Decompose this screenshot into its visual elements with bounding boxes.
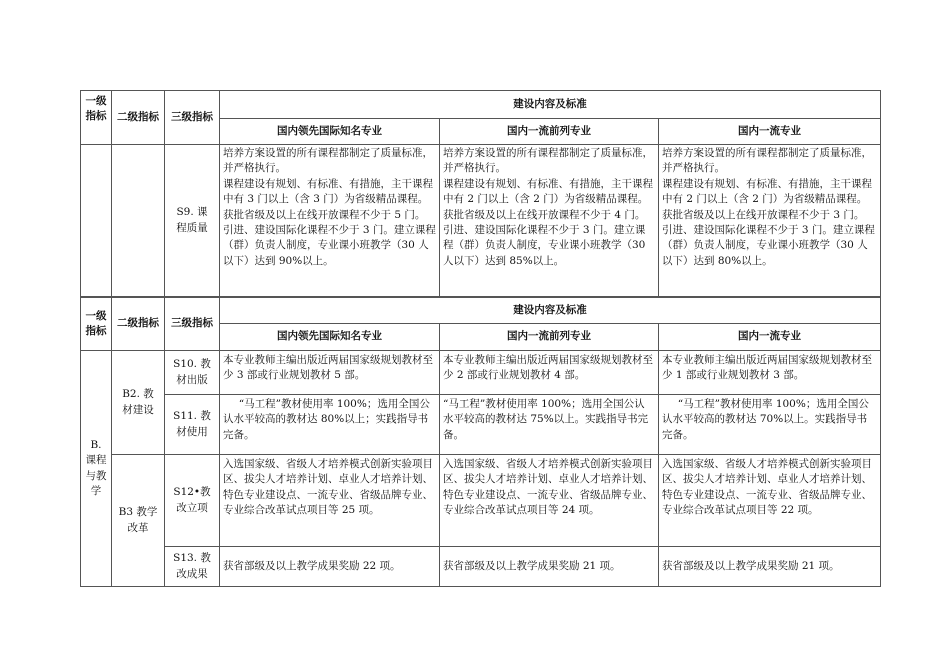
s12-standard-a: 入选国家级、省级人才培养模式创新实验项目区、拔尖人才培养计划、卓业人才培养计划、特色专业建设点、一流专业、省级品牌专业、专业综合改革试点项目等 25 项。	[220, 455, 440, 547]
s10-standard-c: 本专业教师主编出版近两届国家级规划教材至少 1 部或行业规划教材 3 部。	[659, 351, 881, 395]
s12-label: S12•教改立项	[165, 455, 220, 547]
s10-standard-a: 本专业教师主编出版近两届国家级规划教材至少 3 部或行业规划教材 5 部。	[220, 351, 440, 395]
header-level3: 三级指标	[165, 91, 220, 145]
s10-label: S10. 教材出版	[165, 351, 220, 395]
header-col-a: 国内领先国际知名专业	[220, 119, 440, 145]
s13-standard-b: 获省部级及以上教学成果奖励 21 项。	[440, 547, 659, 587]
level2-cell-empty	[112, 145, 165, 297]
s10-standard-b: 本专业教师主编出版近两届国家级规划教材至少 2 部或行业规划教材 4 部。	[440, 351, 659, 395]
s13-standard-a: 获省部级及以上教学成果奖励 22 项。	[220, 547, 440, 587]
standards-table-top	[80, 90, 881, 297]
s9-standard-c: 培养方案设置的所有课程都制定了质量标准，并严格执行。 课程建设有规划、有标准、有措施，主干课程中有 2 门以上（含 2 门）为省级精品课程。获批省级及以上在线开放课程不少于 3 门。 引进、建设国际化课程不少于 3 门。建立课程（群）负责人制度，专业课小班教学（30 人以下）达到 80%以上。	[659, 145, 881, 297]
level1-cell-empty	[81, 145, 112, 297]
s9-label: S9. 课程质量	[165, 145, 220, 297]
s13-label: S13. 教改成果	[165, 547, 220, 587]
level1-b-label: B. 课程与教学	[81, 351, 112, 587]
header-col-c-2: 国内一流专业	[659, 324, 881, 351]
s12-standard-b: 入选国家级、省级人才培养模式创新实验项目区、拔尖人才培养计划、卓业人才培养计划、特色专业建设点、一流专业、省级品牌专业、专业综合改革试点项目等 24 项。	[440, 455, 659, 547]
s9-standard-a: 培养方案设置的所有课程都制定了质量标准，并严格执行。 课程建设有规划、有标准、有措施，主干课程中有 3 门以上（含 3 门）为省级精品课程。获批省级及以上在线开放课程不少于 5 门。 引进、建设国际化课程不少于 3 门。建立课程（群）负责人制度，专业课小班教学（30 人以下）达到 90%以上。	[220, 145, 440, 297]
header-content-2: 建设内容及标准	[220, 298, 881, 324]
header-content: 建设内容及标准	[220, 91, 881, 119]
s11-standard-c: “马工程”教材使用率 100%；选用全国公认水平较高的教材达 70%以上。实践指导书完备。	[659, 395, 881, 455]
header-col-c: 国内一流专业	[659, 119, 881, 145]
s11-standard-b: “马工程”教材使用率 100%；选用全国公认水平较高的教材达 75%以上。实践指导书完备。	[440, 395, 659, 455]
s12-standard-c: 入选国家级、省级人才培养模式创新实验项目区、拔尖人才培养计划、卓业人才培养计划、特色专业建设点、一流专业、省级品牌专业、专业综合改革试点项目等 22 项。	[659, 455, 881, 547]
header-col-a-2: 国内领先国际知名专业	[220, 324, 440, 351]
header-level1: 一级指标	[81, 91, 112, 145]
header-level2-2: 二级指标	[112, 298, 165, 351]
level2-b3-label: B3 教学改革	[112, 455, 165, 587]
level2-b2-label: B2. 教材建设	[112, 351, 165, 455]
s13-standard-c: 获省部级及以上教学成果奖励 21 项。	[659, 547, 881, 587]
s11-standard-a: “马工程”教材使用率 100%；选用全国公认水平较高的教材达 80%以上；实践指导书完备。	[220, 395, 440, 455]
header-level2: 二级指标	[112, 91, 165, 145]
standards-table-bottom	[80, 297, 881, 587]
header-col-b: 国内一流前列专业	[440, 119, 659, 145]
header-level3-2: 三级指标	[165, 298, 220, 351]
s11-label: S11. 教材使用	[165, 395, 220, 455]
header-col-b-2: 国内一流前列专业	[440, 324, 659, 351]
header-level1-2: 一级指标	[81, 298, 112, 351]
s9-standard-b: 培养方案设置的所有课程都制定了质量标准，并严格执行。 课程建设有规划、有标准、有措施，主干课程中有 2 门以上（含 2 门）为省级精品课程。获批省级及以上在线开放课程不少于 4 门。 引进、建设国际化课程不少于 3 门。建立课程（群）负责人制度，专业课小班教学（30 人以下）达到 85%以上。	[440, 145, 659, 297]
